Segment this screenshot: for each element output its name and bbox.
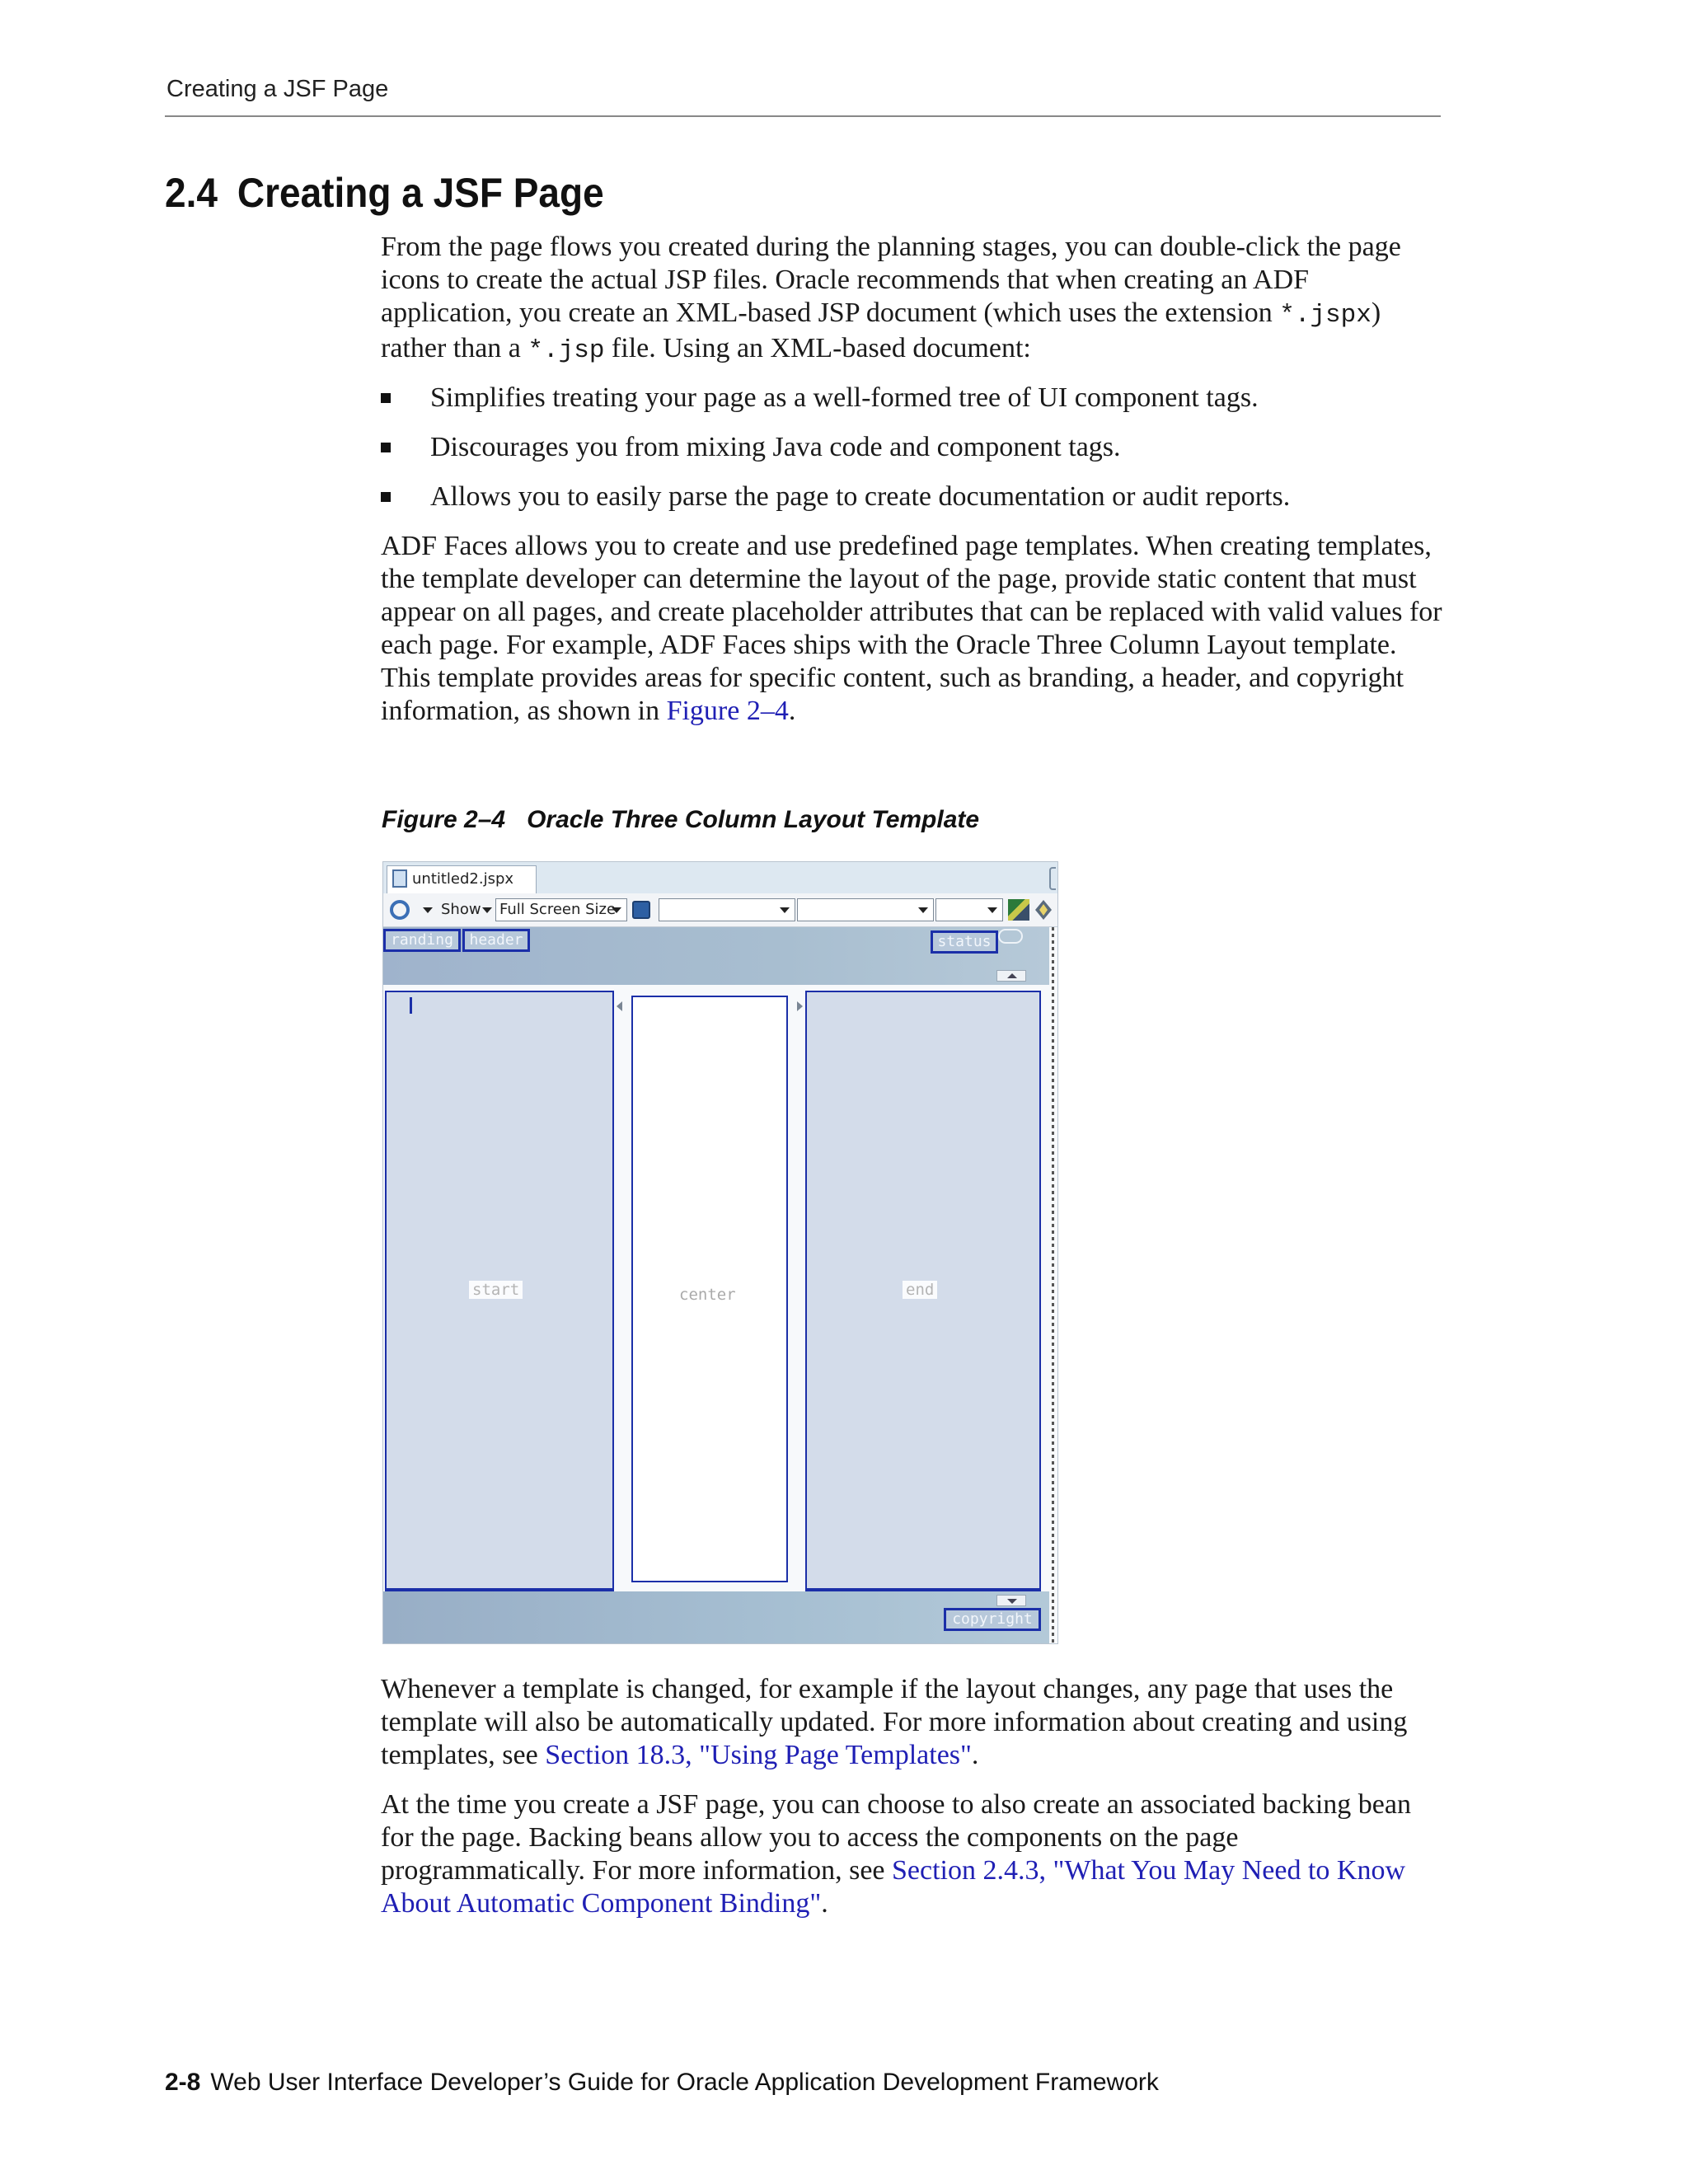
globe-icon[interactable]: [632, 901, 650, 919]
template-change-paragraph: [381, 1673, 1444, 1772]
header-rule: [165, 115, 1441, 117]
toolbar-select-2[interactable]: [797, 898, 934, 921]
refresh-icon[interactable]: [390, 900, 410, 920]
section-2-4-3-link[interactable]: Section 2.4.3, "What You May Need to Know About Automatic Component Binding": [381, 1855, 1406, 1919]
code-jsp: *.jsp: [528, 336, 605, 365]
jspx-file-icon: [392, 869, 407, 888]
scroll-down-icon[interactable]: [996, 1595, 1026, 1606]
tab-scroll-icon: [1049, 867, 1056, 890]
section-title: Creating a JSF Page: [237, 170, 604, 216]
templates-end: .: [788, 696, 796, 726]
chevron-down-icon: [780, 907, 790, 913]
backing-bean-paragraph: [381, 1788, 1444, 1920]
list-item: [381, 431, 1444, 480]
change-text: Whenever a template is changed, for example if the layout changes, any page that uses the template will also be automatically updated. For more information about creating and using templates, see: [381, 1674, 1408, 1770]
figure-title: Oracle Three Column Layout Template: [527, 806, 980, 833]
collapse-left-icon[interactable]: [617, 1001, 622, 1011]
chevron-down-icon: [987, 907, 997, 913]
screen-size-value: Full Screen Size: [499, 901, 617, 918]
intro-paragraph: [381, 231, 1444, 368]
start-column[interactable]: [385, 991, 614, 1591]
intro-text-1: From the page flows you created during the planning stages, you can double-click the page icons to create the actual JSP files. Oracle recommends that when creating an ADF application, you create an XML-based JSP document (which uses the extension: [381, 232, 1401, 328]
center-column[interactable]: [631, 996, 788, 1582]
figure-caption: [382, 806, 979, 834]
backing-text: At the time you create a JSF page, you can choose to also create an associated backing bean for the page. Backing beans allow you to access the components on the page programmatically. For more information, see: [381, 1789, 1411, 1886]
center-facet-label: center: [679, 1286, 736, 1304]
design-tool-icon[interactable]: [1008, 899, 1029, 921]
show-menu[interactable]: Show: [441, 901, 481, 918]
running-header: Creating a JSF Page: [166, 76, 389, 102]
text-cursor-icon: [410, 997, 412, 1014]
figure-2-4-link[interactable]: Figure 2–4: [666, 696, 789, 726]
section-heading: [165, 169, 604, 217]
section-18-3-link[interactable]: Section 18.3, "Using Page Templates": [545, 1740, 972, 1770]
run-icon[interactable]: [1034, 899, 1053, 921]
templates-text: ADF Faces allows you to create and use predefined page templates. When creating templates, the template developer can determine the layout of the page, provide static content that must appear on all pages, and create placeholder attributes that can be replaced with valid values for each page. For example, ADF Faces ships with the Oracle Three Column Layout template. This template provides areas for specific content, such as branding, a header, and copyright information, as shown in: [381, 531, 1442, 726]
copyright-facet[interactable]: copyright: [944, 1608, 1041, 1631]
bullet-text: Simplifies treating your page as a well-formed tree of UI component tags.: [430, 382, 1259, 413]
editor-toolbar: [383, 893, 1057, 927]
screen-size-select[interactable]: [495, 898, 627, 921]
bullet-square-icon: [381, 492, 391, 502]
backing-end: .: [821, 1888, 828, 1919]
figure-label: Figure 2–4: [382, 806, 506, 833]
vertical-guide: [1052, 927, 1054, 1643]
bullet-square-icon: [381, 443, 391, 452]
section-number: 2.4: [165, 170, 218, 216]
toolbar-select-1[interactable]: [659, 898, 795, 921]
design-canvas: [383, 927, 1057, 1643]
intro-text-3: file. Using an XML-based document:: [604, 333, 1031, 363]
tab-label: untitled2.jspx: [412, 870, 514, 888]
status-facet[interactable]: status: [931, 930, 998, 954]
chevron-down-icon: [612, 907, 621, 913]
bullet-text: Discourages you from mixing Java code and component tags.: [430, 432, 1121, 462]
start-facet-label: start: [469, 1281, 523, 1299]
end-facet-label: end: [903, 1281, 937, 1299]
end-column[interactable]: [805, 991, 1041, 1591]
editor-tabstrip: [383, 862, 1057, 893]
intro-text-2: ) rather than a: [381, 298, 1381, 363]
bullet-square-icon: [381, 393, 391, 403]
status-indicator-icon: [998, 929, 1023, 944]
book-title: Web User Interface Developer’s Guide for Oracle Application Development Framework: [210, 2069, 1159, 2096]
header-facet[interactable]: header: [462, 929, 530, 952]
list-item: [381, 382, 1444, 431]
chevron-down-icon: [918, 907, 928, 913]
collapse-right-icon[interactable]: [797, 1001, 803, 1011]
list-item: [381, 480, 1444, 530]
page-footer: [165, 2069, 1159, 2097]
editor-tab[interactable]: [387, 865, 537, 894]
template-screenshot: [382, 861, 1058, 1644]
toolbar-select-3[interactable]: [935, 898, 1003, 921]
bullet-list: [381, 382, 1444, 530]
chevron-down-icon[interactable]: [423, 907, 433, 913]
change-end: .: [971, 1740, 979, 1770]
bullet-text: Allows you to easily parse the page to create documentation or audit reports.: [430, 481, 1291, 512]
show-chevron-down-icon[interactable]: [482, 907, 492, 913]
templates-paragraph: [381, 530, 1444, 728]
page-number: 2-8: [165, 2069, 201, 2096]
branding-facet[interactable]: randing: [383, 929, 461, 952]
code-jspx: *.jspx: [1279, 301, 1372, 330]
scroll-up-icon[interactable]: [996, 970, 1026, 982]
